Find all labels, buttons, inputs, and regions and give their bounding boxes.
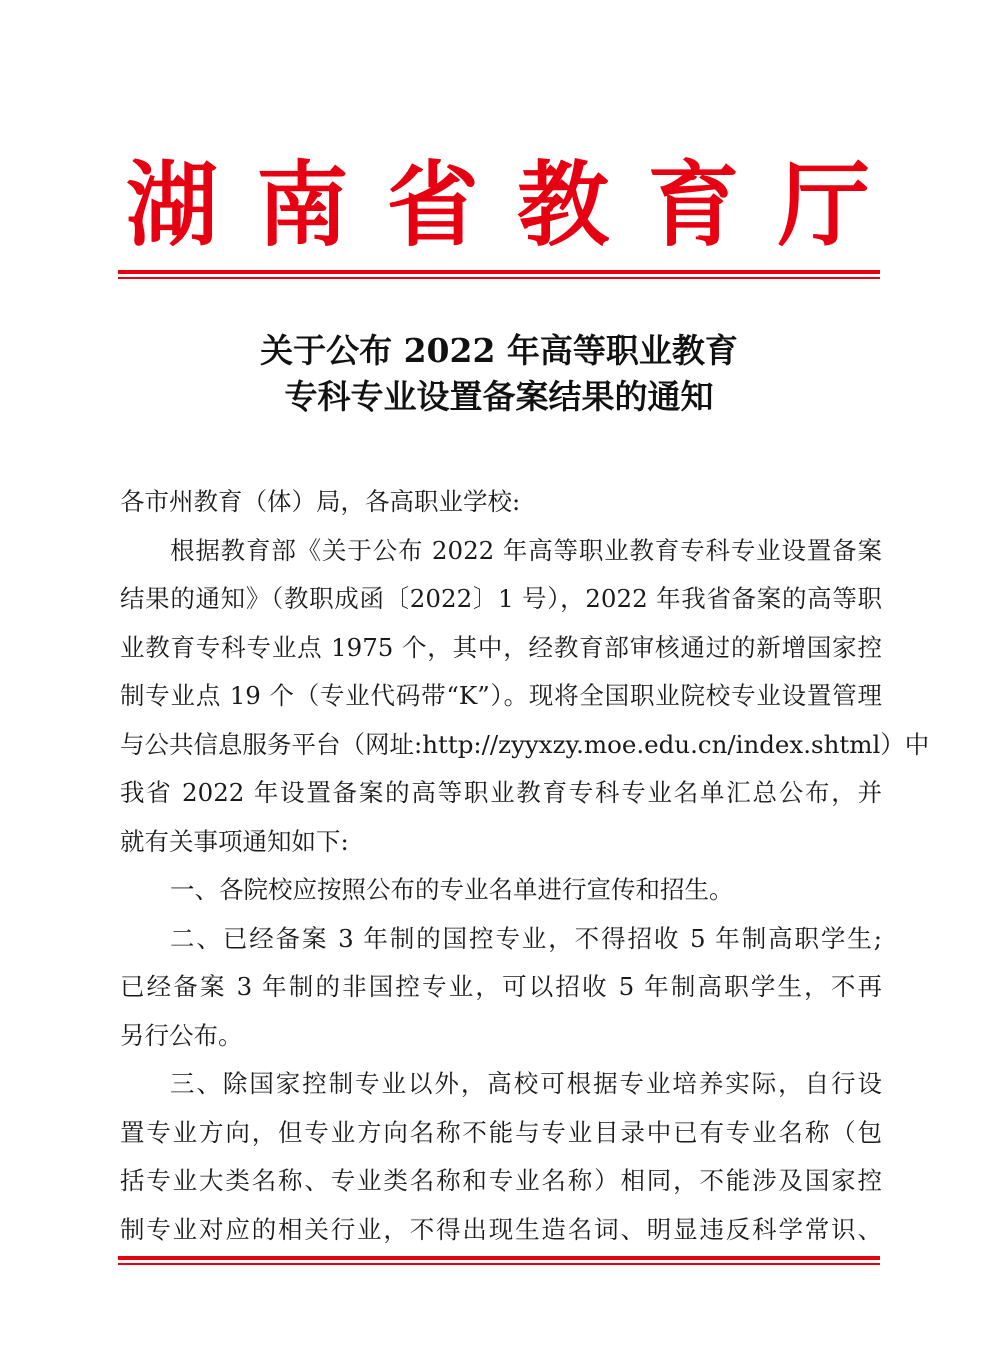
- red-divider-thin-bottom: [118, 1263, 880, 1265]
- masthead-char: 教: [517, 151, 610, 259]
- body-line: 二、已经备案 3 年制的国控专业，不得招收 5 年制高职学生;: [170, 923, 882, 953]
- body-line: 制专业对应的相关行业，不得出现生造名词、明显违反科学常识、: [120, 1214, 882, 1244]
- body-line: 与公共信息服务平台（网址:http://zyyxzy.moe.edu.cn/index.shtml）中: [120, 729, 930, 759]
- title-line-2: 专科专业设置备案结果的通知: [284, 377, 714, 416]
- body-line: 置专业方向，但专业方向名称不能与专业目录中已有专业名称（包: [120, 1117, 882, 1147]
- body-line: 结果的通知》（教职成函〔2022〕1 号），2022 年我省备案的高等职: [120, 584, 882, 613]
- masthead-char: 湖: [125, 151, 218, 259]
- body-line: 根据教育部《关于公布 2022 年高等职业教育专科专业设置备案: [170, 535, 882, 565]
- body-line: 制专业点 19 个（专业代码带“K”）。现将全国职业院校专业设置管理: [120, 681, 882, 710]
- masthead-char: 南: [256, 151, 349, 259]
- red-divider-thick: [118, 270, 880, 274]
- body-line: 一、各院校应按照公布的专业名单进行宣传和招生。: [170, 875, 734, 904]
- body-line: 另行公布。: [120, 1020, 243, 1050]
- salutation: 各市州教育（体）局，各高职业学校:: [120, 487, 521, 516]
- title-line-1: 关于公布 2022 年高等职业教育: [260, 331, 738, 370]
- body-line: 已经备案 3 年制的非国控专业，可以招收 5 年制高职学生，不再: [120, 972, 882, 1001]
- body-line: 业教育专科专业点 1975 个，其中，经教育部审核通过的新增国家控: [120, 632, 882, 662]
- document-title: [118, 328, 880, 420]
- body-line: 我省 2022 年设置备案的高等职业教育专科专业名单汇总公布，并: [120, 778, 882, 807]
- body-line: 三、除国家控制专业以外，高校可根据专业培养实际，自行设: [170, 1069, 882, 1098]
- red-divider-thin: [118, 277, 880, 279]
- red-divider-thick-bottom: [118, 1256, 880, 1260]
- document-body: [120, 478, 930, 1254]
- body-line: 括专业大类名称、专业类名称和专业名称）相同，不能涉及国家控: [120, 1166, 882, 1195]
- masthead-char: 厅: [777, 151, 870, 259]
- masthead-char: 育: [647, 151, 740, 259]
- masthead-char: 省: [386, 151, 479, 259]
- masthead: [118, 150, 878, 260]
- body-line: 就有关事项通知如下:: [120, 826, 349, 856]
